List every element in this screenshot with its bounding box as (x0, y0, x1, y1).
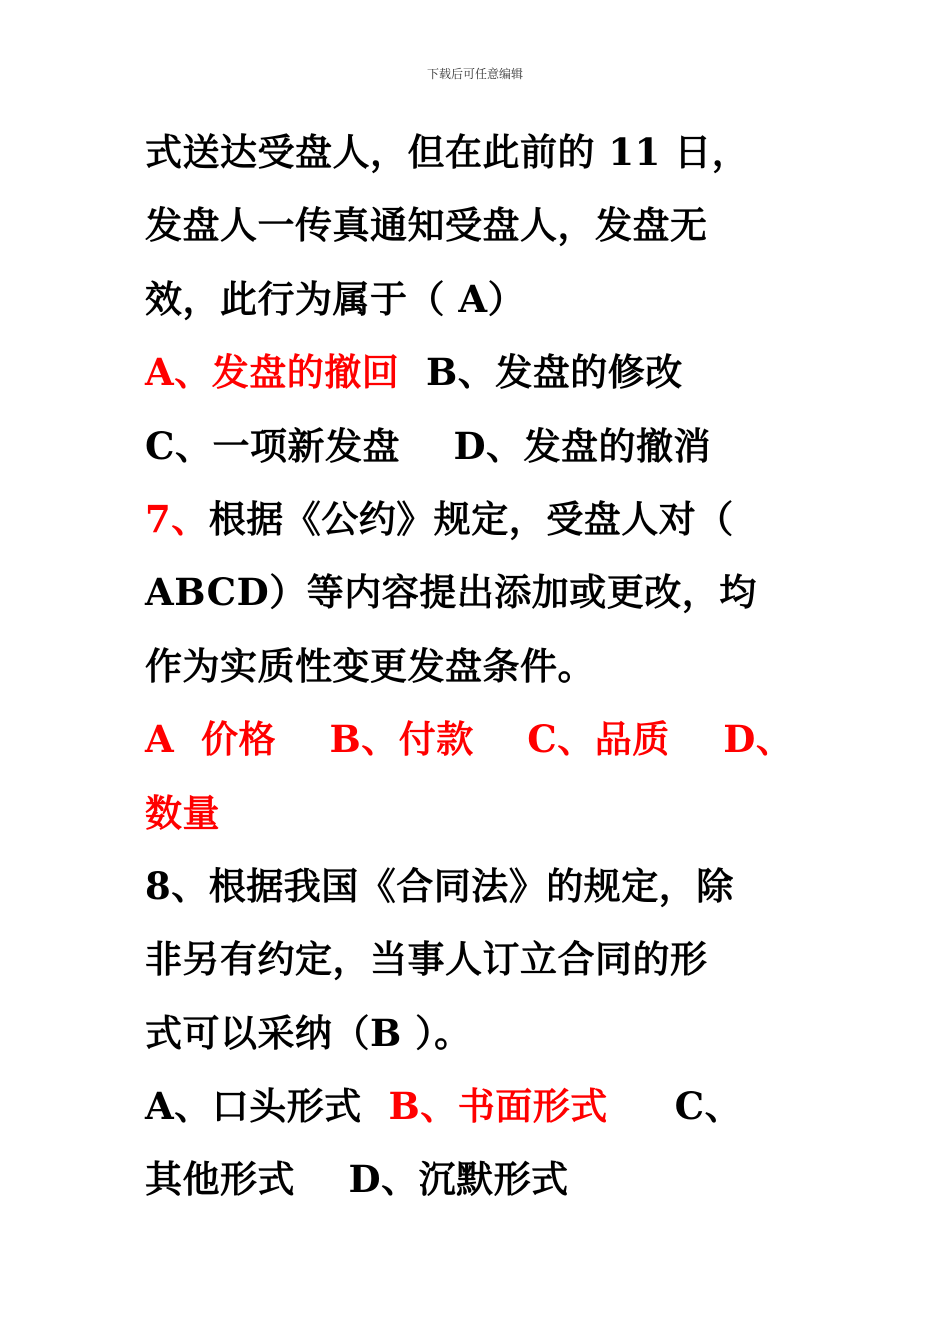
body-text: 非另有约定，当事人订立合同的形 (145, 937, 708, 982)
answer-text: A、发盘的撤回 (145, 350, 400, 395)
text-line (145, 850, 815, 923)
body-text: 效，此行为属于（ A） (145, 276, 526, 321)
document-body (145, 116, 815, 1217)
body-text: B、发盘的修改 (399, 350, 683, 395)
body-text: C、 (607, 1084, 743, 1129)
answer-text: A 价格 B、付款 C、品质 D、 (145, 717, 794, 762)
answer-text: 数量 (145, 790, 220, 835)
text-line (145, 410, 815, 483)
text-line (145, 630, 815, 703)
answer-text: B、书面形式 (388, 1084, 608, 1129)
text-line (145, 189, 815, 262)
body-text: ABCD）等内容提出添加或更改，均 (145, 570, 757, 615)
text-line (145, 556, 815, 629)
page-header: 下载后可任意编辑 (426, 67, 523, 81)
text-line (145, 483, 815, 556)
body-text: A、口头形式 (145, 1084, 389, 1129)
body-text: 根据《公约》规定，受盘人对（ (208, 496, 734, 541)
answer-text: 7、 (145, 496, 209, 541)
text-line (145, 1143, 815, 1216)
text-line (145, 1070, 815, 1143)
text-line (145, 116, 815, 189)
text-line (145, 923, 815, 996)
body-text: 式可以采纳（B ）。 (145, 1010, 472, 1055)
text-line (145, 777, 815, 850)
text-line (145, 336, 815, 409)
body-text: 发盘人一传真通知受盘人，发盘无 (145, 203, 708, 248)
body-text: 作为实质性变更发盘条件。 (145, 643, 595, 688)
body-text: 8、根据我国《合同法》的规定，除 (145, 863, 734, 908)
body-text: C、一项新发盘 D、发盘的撤消 (145, 423, 712, 468)
body-text: 其他形式 D、沉默形式 (145, 1157, 569, 1202)
text-line (145, 703, 815, 776)
body-text: 式送达受盘人，但在此前的 11 日， (145, 130, 750, 174)
text-line (145, 997, 815, 1070)
text-line (145, 263, 815, 336)
